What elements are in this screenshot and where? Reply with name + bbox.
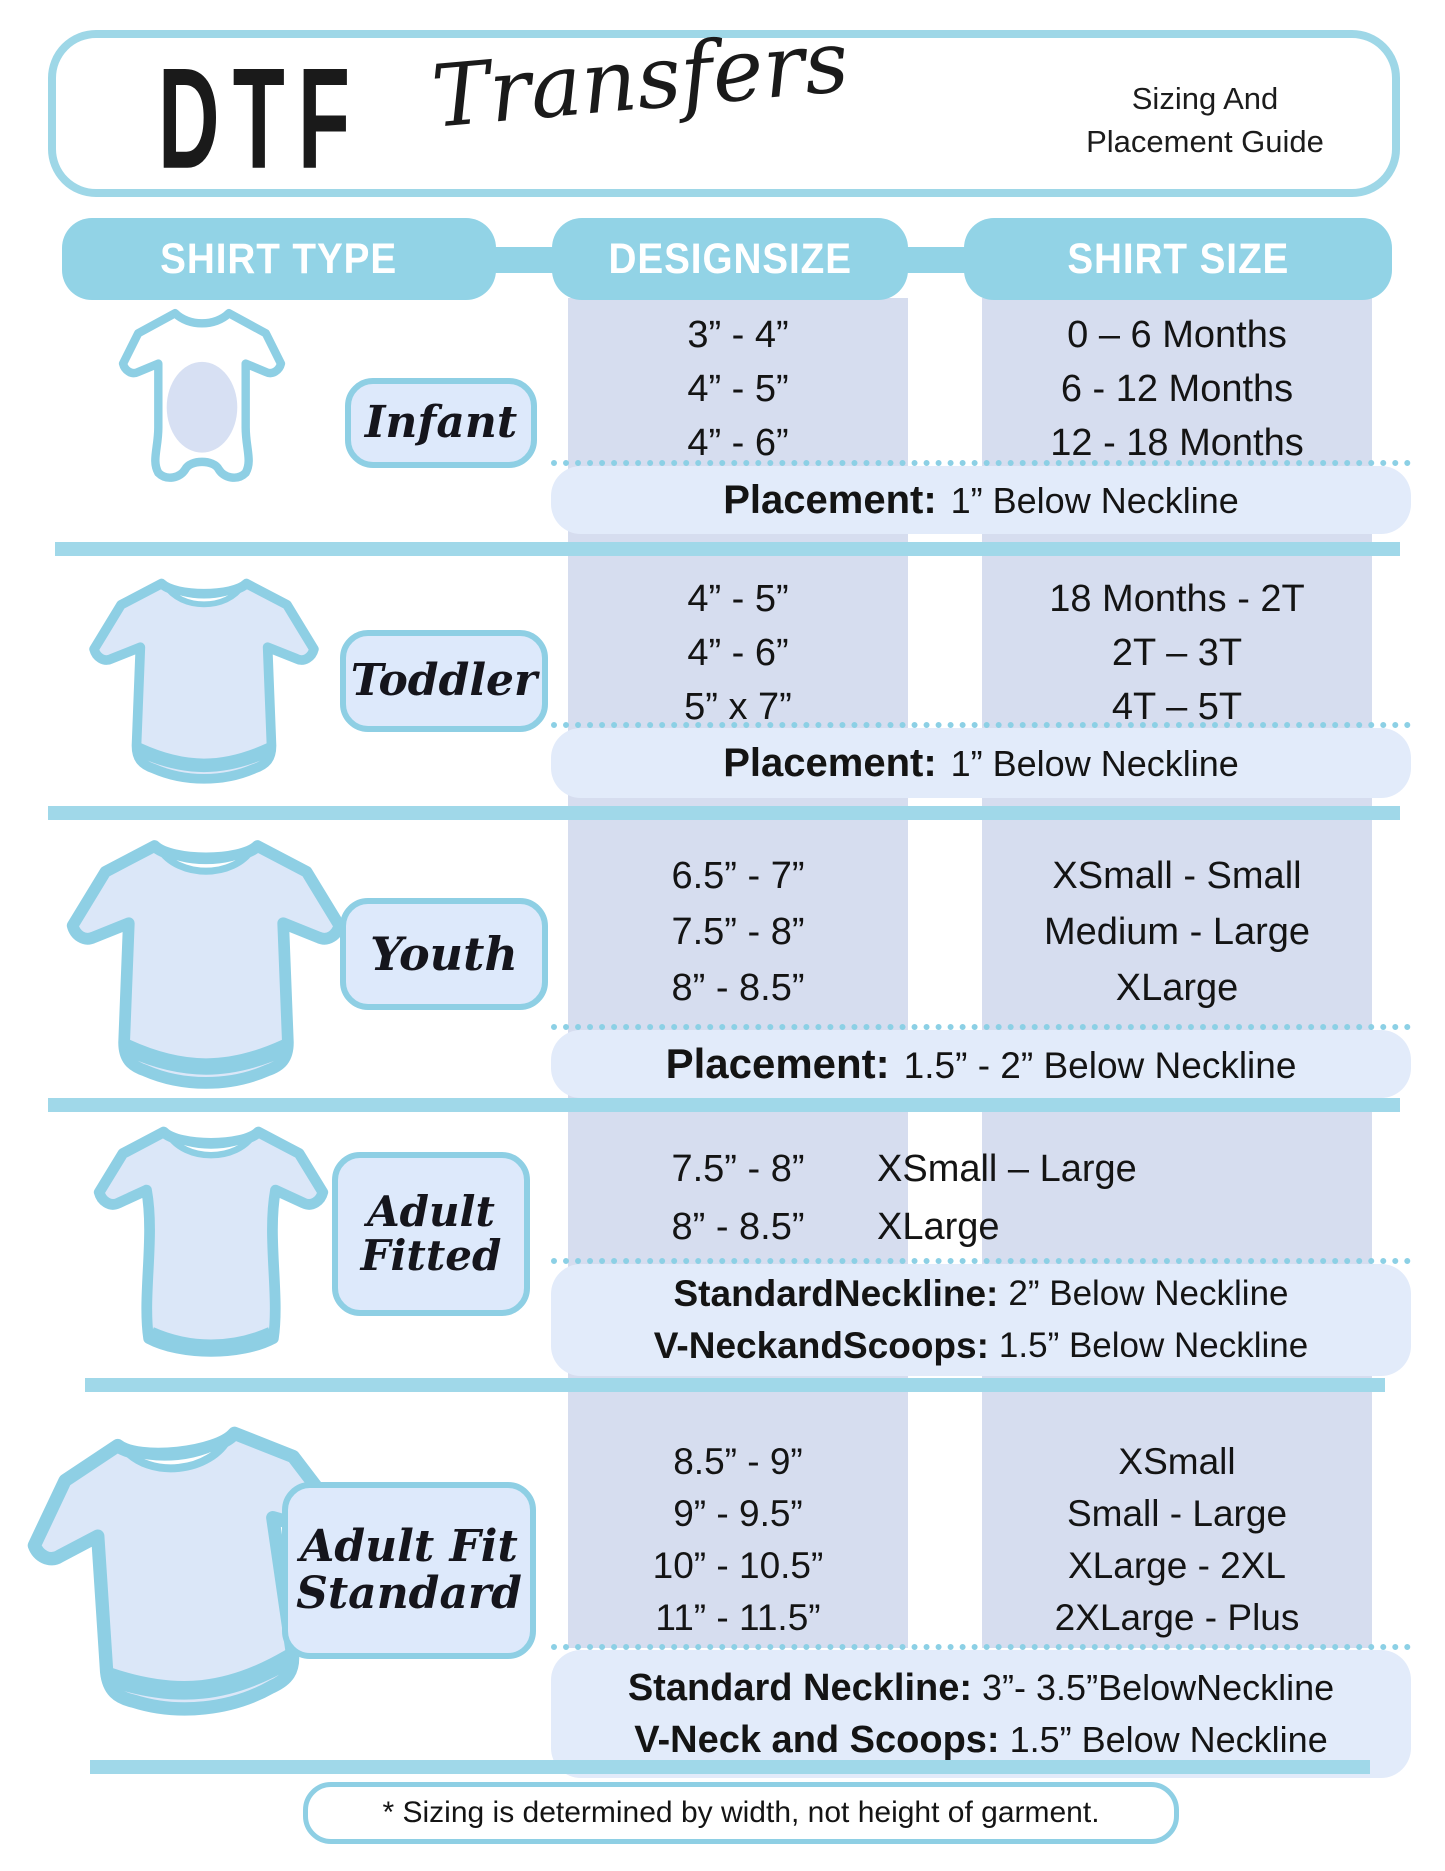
brand-script-title: Transfers	[428, 11, 853, 148]
shirt-size-value: 4T – 5T	[1111, 685, 1243, 728]
design-size-value: 4” - 6”	[687, 421, 789, 464]
shirt-size-value: 12 - 18 Months	[1050, 421, 1304, 464]
column-header-design-size: DESIGNSIZE	[552, 218, 908, 300]
toddler-shirt-sizes	[982, 572, 1372, 734]
pill-connector	[904, 247, 968, 273]
shirt-size-value: XSmall - Small	[1052, 854, 1302, 897]
placement-value: 1” Below Neckline	[950, 742, 1239, 784]
design-size-value: 9” - 9.5”	[673, 1493, 803, 1534]
design-size-value: 4” - 6”	[687, 631, 789, 674]
shirt-size-value: 2T – 3T	[1111, 631, 1243, 674]
shirt-size-value: XLarge	[877, 1205, 1000, 1248]
infant-design-sizes	[568, 308, 908, 470]
placement-label: Standard Neckline:	[627, 1666, 973, 1709]
infant-shirt-sizes	[982, 308, 1372, 470]
adult-fitted-placement-band	[551, 1264, 1411, 1376]
shirt-size-value: 18 Months - 2T	[1049, 577, 1305, 620]
placement-label: StandardNeckline:	[673, 1273, 999, 1314]
design-size-value: 6.5” - 7”	[671, 854, 805, 897]
toddler-tshirt-icon	[88, 572, 320, 788]
placement-label: Placement:	[723, 477, 937, 522]
placement-label: Placement:	[665, 1040, 890, 1087]
design-size-value: 11” - 11.5”	[655, 1597, 821, 1638]
toddler-design-sizes	[568, 572, 908, 734]
infant-onesie-icon	[118, 303, 286, 525]
adult-fitted-shirt-sizes	[877, 1140, 1297, 1256]
placement-label: V-NeckandScoops:	[653, 1325, 989, 1366]
row-label-youth: Youth	[340, 898, 548, 1010]
placement-value: 2” Below Neckline	[1008, 1274, 1289, 1313]
placement-value: 3”- 3.5”BelowNeckline	[982, 1667, 1335, 1708]
row-divider	[48, 1098, 1400, 1112]
design-size-value: 5” x 7”	[684, 685, 792, 728]
column-header-shirt-type: SHIRT TYPE	[62, 218, 496, 300]
youth-shirt-sizes	[982, 848, 1372, 1016]
design-size-value: 10” - 10.5”	[652, 1545, 824, 1586]
header-subtitle	[1040, 78, 1370, 164]
placement-value: 1.5” - 2” Below Neckline	[903, 1045, 1297, 1086]
adult-standard-placement-band	[551, 1650, 1411, 1778]
shirt-size-value: XLarge - 2XL	[1067, 1545, 1287, 1586]
youth-design-sizes	[568, 848, 908, 1016]
footnote	[303, 1782, 1179, 1844]
adult-standard-shirt-sizes	[982, 1436, 1372, 1644]
row-divider	[48, 806, 1400, 820]
shirt-size-value: 2XLarge - Plus	[1054, 1597, 1300, 1638]
row-label-infant: Infant	[345, 378, 537, 468]
header-subtitle-line1: Sizing And	[1131, 81, 1279, 116]
design-size-value: 8” - 8.5”	[671, 966, 805, 1009]
design-size-value: 8.5” - 9”	[673, 1441, 803, 1482]
shirt-size-value: 0 – 6 Months	[1067, 313, 1287, 356]
placement-label: Placement:	[723, 740, 937, 785]
design-size-value: 4” - 5”	[687, 577, 789, 620]
design-size-value: 8” - 8.5”	[671, 1205, 805, 1248]
toddler-placement-band	[551, 728, 1411, 798]
brand-title: DTF	[158, 39, 364, 200]
shirt-size-value: XSmall	[1118, 1441, 1236, 1482]
pill-connector	[492, 247, 556, 273]
shirt-size-value: XLarge	[1115, 966, 1239, 1009]
design-size-value: 7.5” - 8”	[671, 910, 805, 953]
design-size-value: 3” - 4”	[687, 313, 789, 356]
adult-fitted-tshirt-icon	[82, 1112, 340, 1380]
youth-tshirt-icon	[62, 832, 350, 1094]
placement-value: 1.5” Below Neckline	[1009, 1719, 1328, 1760]
shirt-size-value: Small - Large	[1066, 1493, 1288, 1534]
shirt-size-value: XSmall – Large	[877, 1147, 1137, 1190]
row-divider	[90, 1760, 1370, 1774]
adult-standard-design-sizes	[568, 1436, 908, 1644]
row-divider	[55, 542, 1400, 556]
shirt-size-value: 6 - 12 Months	[1060, 367, 1294, 410]
row-label-toddler: Toddler	[340, 630, 548, 732]
header-subtitle-line2: Placement Guide	[1086, 123, 1324, 159]
column-header-shirt-size: SHIRT SIZE	[964, 218, 1392, 300]
design-size-value: 7.5” - 8”	[671, 1147, 805, 1190]
adult-fitted-design-sizes	[568, 1140, 908, 1256]
placement-value: 1” Below Neckline	[950, 479, 1239, 521]
footnote-text: * Sizing is determined by width, not height of garment.	[382, 1796, 1100, 1829]
youth-placement-band	[551, 1030, 1411, 1098]
row-label-adult-fitted: Adult Fitted	[332, 1152, 530, 1316]
placement-label: V-Neck and Scoops:	[634, 1718, 1000, 1761]
infant-placement-band	[551, 466, 1411, 534]
design-size-value: 4” - 5”	[687, 367, 789, 410]
row-label-adult-fit-standard: Adult Fit Standard	[282, 1482, 536, 1659]
shirt-size-value: Medium - Large	[1043, 910, 1311, 953]
placement-value: 1.5” Below Neckline	[998, 1326, 1309, 1365]
